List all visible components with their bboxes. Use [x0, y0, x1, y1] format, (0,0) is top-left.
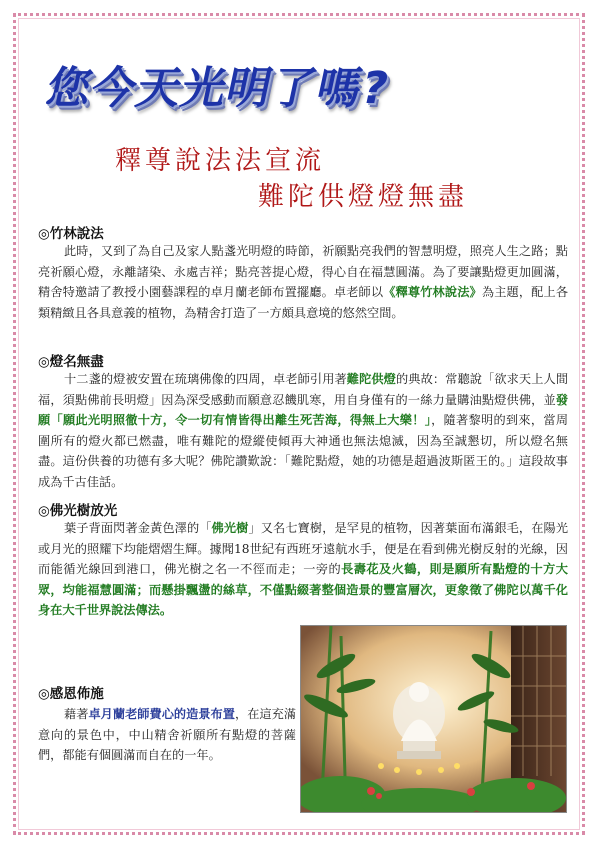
highlight-text: 卓月蘭老師費心的造景布置 [88, 707, 235, 721]
buddha-statue-plants-photo [300, 625, 567, 813]
subtitle-line-2: 難陀供燈燈無盡 [258, 182, 469, 212]
section-body-tree [38, 518, 568, 621]
highlight-text: 長壽花及火鶴，則是願所有點燈的十方大眾，均能福慧圓滿；而懸掛飄盪的絲草，不僅點綴著整個造景的豐富層次，更象徵了佛陀以萬千化身在大千世界說法傳法。 [38, 562, 568, 617]
highlight-text: 難陀供燈 [346, 372, 396, 386]
section-body-lamp [38, 369, 568, 492]
section-body-bamboo [38, 241, 568, 323]
highlight-text: 佛光樹 [211, 521, 249, 535]
section-body-gratitude [38, 704, 296, 766]
text-run: 十二盞的燈被安置在琉璃佛像的四周，卓老師引用著 [64, 372, 347, 386]
text-run: 的典故：常聽說「欲求天上人間福，須點佛前長明燈」因為深受感動而願意忍饑肌寒，用自身僅有的一絲力量購油點燈供佛，並 [38, 372, 569, 407]
photo-illustration [301, 626, 566, 812]
text-run: 為主題，配上各類精緻且各具意義的植物，為精舍打造了一方頗具意境的悠然空間。 [38, 285, 569, 320]
section-title-tree: ◎佛光樹放光 [38, 503, 118, 519]
highlight-text: 《釋尊竹林說法》 [383, 285, 482, 299]
section-title-bamboo: ◎竹林說法 [38, 226, 104, 242]
text-run: ，隨著黎明的到來，當周圍所有的燈火都已燃盡，唯有難陀的燈縱使傾再大神通也無法熄滅，因為至誠懇切，所以燈名無盡。這份供養的功德有多大呢？佛陀讚歎說：「難陀點燈，她的功德是超過波斯匿王的。」這段故事成為千古佳話。 [38, 413, 569, 489]
highlight-text: 發願「願此光明照徹十方，令一切有情皆得出離生死苦海，得無上大樂！」 [38, 392, 568, 427]
section-title-lamp: ◎燈名無盡 [38, 354, 104, 370]
text-run: 此時，又到了為自己及家人點盞光明燈的時節，祈願點亮我們的智慧明燈，照亮人生之路；點亮祈願心燈，永離諸染、永處吉祥；點亮菩提心燈，得心自在福慧圓滿。為了要讓點燈更加圓滿，精舍特邀請了教授小園藝課程的卓月蘭老師布置擺廳。卓老師以 [38, 244, 568, 299]
text-run: 」又名七寶樹，是罕見的植物，因著葉面布滿銀毛，在陽光或月光的照耀下均能熠熠生輝。據聞18世紀有西班牙遠航水手，便是在看到佛光樹反射的光線，因而能循光線回到港口，佛光樹之名一不徑而走；一旁的 [38, 521, 569, 576]
section-title-gratitude: ◎感恩佈施 [38, 686, 104, 702]
text-run: 藉著 [64, 707, 89, 721]
main-title: 您今天光明了嗎? [41, 63, 394, 114]
subtitle-line-1: 釋尊說法法宣流 [115, 146, 326, 176]
text-run: ，在這充滿意向的景色中，中山精舍祈願所有點燈的菩薩們，都能有個圓滿而自在的一年。 [38, 707, 297, 762]
text-run: 葉子背面閃著金黃色澤的「 [64, 521, 212, 535]
